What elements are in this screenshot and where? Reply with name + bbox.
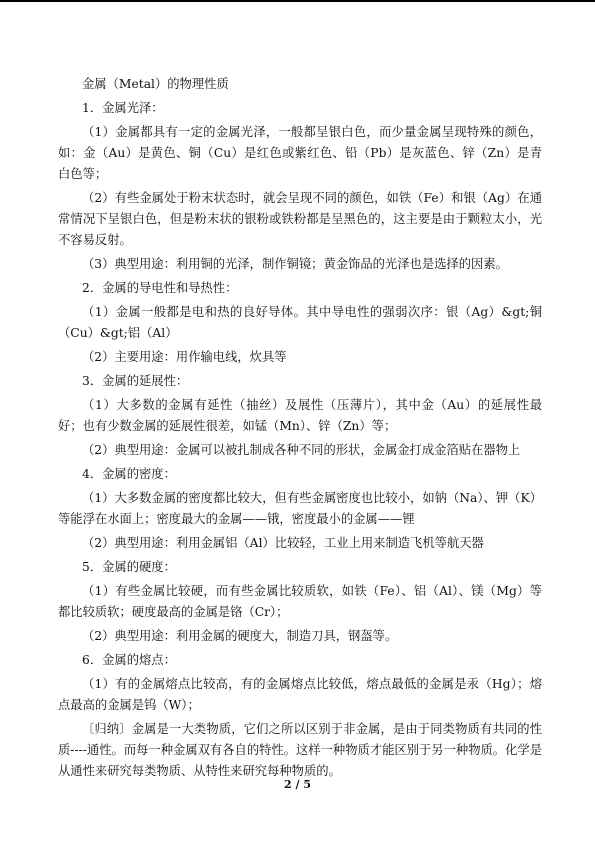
heading-hardness: 5．金属的硬度： — [82, 560, 176, 574]
heading-density: 4．金属的密度： — [82, 467, 176, 481]
paragraph: （1）大多数的金属有延性（抽丝）及展性（压薄片），其中金（Au）的延展性最好；也有少数金属的延展性很差，如锰（Mn）、锌（Zn）等； — [58, 398, 542, 433]
page-number: 2 / 5 — [284, 778, 311, 791]
paragraph: （1）有的金属熔点比较高，有的金属熔点比较低，熔点最低的金属是汞（Hg）；熔点最高的金属是钨（W）； — [58, 677, 542, 712]
paragraph: （2）典型用途：金属可以被扎制成各种不同的形状，金属金打成金箔贴在器物上 — [82, 443, 521, 457]
heading-melting-point: 6．金属的熔点： — [82, 653, 176, 667]
paragraph: （1）金属一般都是电和热的良好导体。其中导电性的强弱次序：银（Ag）&gt;铜（Cu）&gt;铝（Al） — [58, 305, 542, 340]
doc-title: 金属（Metal）的物理性质 — [82, 77, 229, 91]
paragraph: （1）有些金属比较硬，而有些金属比较质软，如铁（Fe）、铝（Al）、镁（Mg）等都比较质软；硬度最高的金属是铬（Cr）； — [58, 584, 542, 619]
paragraph: （2）有些金属处于粉末状态时，就会呈现不同的颜色，如铁（Fe）和银（Ag）在通常情况下呈银白色，但是粉末状的银粉或铁粉都是呈黑色的，这主要是由于颗粒太小，光不容易反射。 — [58, 191, 542, 247]
summary-paragraph: 〔归纳〕金属是一大类物质，它们之所以区别于非金属，是由于同类物质有共同的性质----通性。而每一种金属双有各自的特性。这样一种物质才能区别于另一种物质。化学是从通性来研究每类物质、从特性来研究每种物质的。 — [58, 722, 542, 778]
paragraph: （1）金属都具有一定的金属光泽，一般都呈银白色，而少量金属呈现特殊的颜色，如：金（Au）是黄色、铜（Cu）是红色或紫红色、铅（Pb）是灰蓝色、锌（Zn）是青白色等； — [58, 125, 542, 181]
heading-conductivity: 2．金属的导电性和导热性： — [82, 281, 238, 295]
top-rule — [0, 0, 595, 2]
heading-luster: 1．金属光泽： — [82, 101, 164, 115]
paragraph: （2）典型用途：利用金属的硬度大，制造刀具，钢盔等。 — [82, 629, 398, 643]
paragraph: （1）大多数金属的密度都比较大，但有些金属密度也比较小，如钠（Na）、钾（K）等能浮在水面上；密度最大的金属——锇，密度最小的金属——锂 — [58, 491, 542, 526]
paragraph: （3）典型用途：利用铜的光泽，制作铜镜；黄金饰品的光泽也是选择的因素。 — [82, 257, 508, 271]
paragraph: （2）典型用途：利用金属铝（Al）比较轻，工业上用来制造飞机等航天器 — [82, 536, 484, 550]
document-body — [58, 74, 542, 785]
paragraph: （2）主要用途：用作输电线，炊具等 — [82, 350, 287, 364]
heading-ductility: 3．金属的延展性： — [82, 374, 189, 388]
